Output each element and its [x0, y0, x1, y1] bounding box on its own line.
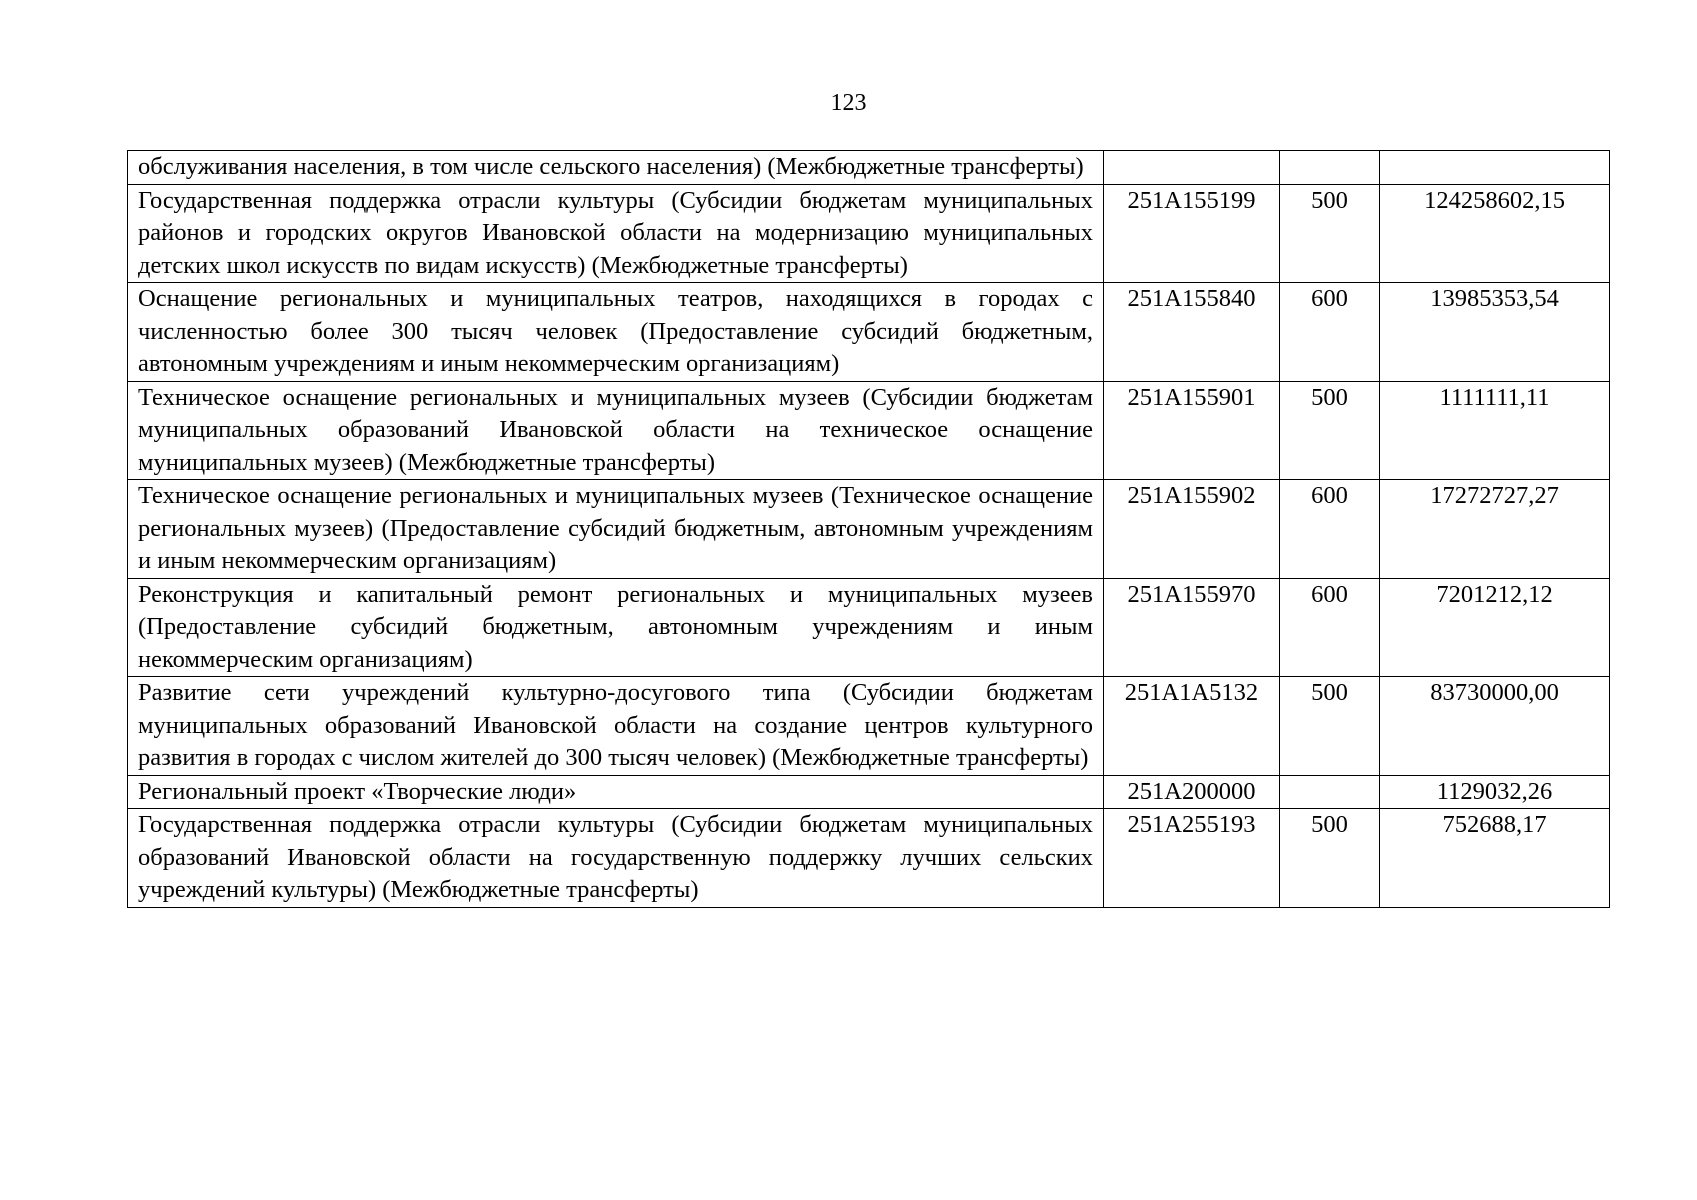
row-expense-type: 500	[1280, 677, 1380, 776]
row-amount: 752688,17	[1380, 809, 1610, 908]
row-description: Реконструкция и капитальный ремонт региональных и муниципальных музеев (Предоставление субсидий бюджетным, автономным учреждениям и иным некоммерческим организациям)	[128, 578, 1104, 677]
row-description: Развитие сети учреждений культурно-досугового типа (Субсидии бюджетам муниципальных образований Ивановской области на создание центров культурного развития в городах с числом жителей до 300 тысяч человек) (Межбюджетные трансферты)	[128, 677, 1104, 776]
row-expense-type: 600	[1280, 480, 1380, 579]
table-row	[128, 381, 1610, 480]
row-expense-type: 600	[1280, 283, 1380, 382]
row-description: Региональный проект «Творческие люди»	[128, 775, 1104, 809]
row-amount: 124258602,15	[1380, 184, 1610, 283]
row-code: 251А155840	[1104, 283, 1280, 382]
row-code	[1104, 151, 1280, 185]
row-expense-type	[1280, 775, 1380, 809]
row-expense-type: 600	[1280, 578, 1380, 677]
table-row	[128, 283, 1610, 382]
table-row	[128, 184, 1610, 283]
table-row	[128, 677, 1610, 776]
page-number: 123	[830, 90, 867, 116]
row-description: Техническое оснащение региональных и муниципальных музеев (Техническое оснащение региональных музеев) (Предоставление субсидий бюджетным, автономным учреждениям и иным некоммерческим организациям)	[128, 480, 1104, 579]
row-amount: 1129032,26	[1380, 775, 1610, 809]
table-row	[128, 151, 1610, 185]
row-description: Государственная поддержка отрасли культуры (Субсидии бюджетам муниципальных районов и городских округов Ивановской области на модернизацию муниципальных детских школ искусств по видам искусств) (Межбюджетные трансферты)	[128, 184, 1104, 283]
row-code: 251А155902	[1104, 480, 1280, 579]
table-row	[128, 809, 1610, 908]
row-code: 251А155901	[1104, 381, 1280, 480]
row-expense-type: 500	[1280, 184, 1380, 283]
row-description: Государственная поддержка отрасли культуры (Субсидии бюджетам муниципальных образований Ивановской области на государственную поддержку лучших сельских учреждений культуры) (Межбюджетные трансферты)	[128, 809, 1104, 908]
table-row	[128, 578, 1610, 677]
row-expense-type: 500	[1280, 809, 1380, 908]
row-amount: 7201212,12	[1380, 578, 1610, 677]
row-amount: 17272727,27	[1380, 480, 1610, 579]
row-code: 251А155970	[1104, 578, 1280, 677]
row-code: 251А255193	[1104, 809, 1280, 908]
table-row	[128, 480, 1610, 579]
budget-table	[127, 150, 1610, 908]
row-amount: 13985353,54	[1380, 283, 1610, 382]
row-amount: 1111111,11	[1380, 381, 1610, 480]
row-description: Техническое оснащение региональных и муниципальных музеев (Субсидии бюджетам муниципальных образований Ивановской области на техническое оснащение муниципальных музеев) (Межбюджетные трансферты)	[128, 381, 1104, 480]
row-expense-type	[1280, 151, 1380, 185]
row-amount: 83730000,00	[1380, 677, 1610, 776]
row-code: 251А200000	[1104, 775, 1280, 809]
row-code: 251А1А5132	[1104, 677, 1280, 776]
row-expense-type: 500	[1280, 381, 1380, 480]
table-row	[128, 775, 1610, 809]
row-description: Оснащение региональных и муниципальных театров, находящихся в городах с численностью более 300 тысяч человек (Предоставление субсидий бюджетным, автономным учреждениям и иным некоммерческим организациям)	[128, 283, 1104, 382]
row-code: 251А155199	[1104, 184, 1280, 283]
row-description: обслуживания населения, в том числе сельского населения) (Межбюджетные трансферты)	[128, 151, 1104, 185]
row-amount	[1380, 151, 1610, 185]
